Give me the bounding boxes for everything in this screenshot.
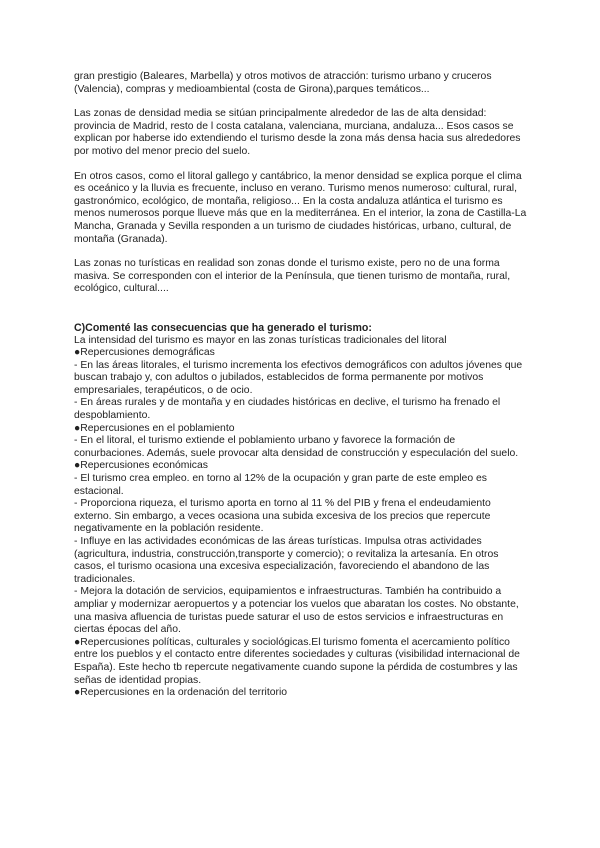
- section-line: La intensidad del turismo es mayor en las zonas turísticas tradicionales del litoral: [74, 334, 447, 346]
- section-line: - Proporciona riqueza, el turismo aporta en torno al 11 % del PIB y frena el endeudamiento externo. Sin embargo, a veces ocasiona una subida excesiva de los precios que repercute negativamente en la población residente.: [74, 498, 491, 535]
- section-heading: C)Comenté las consecuencias que ha generado el turismo:: [74, 321, 372, 334]
- paragraph-medium-density: Las zonas de densidad media se sitúan principalmente alrededor de las de alta densidad: provincia de Madrid, resto de l costa catalana, valenciana, murciana, andaluza... Esos casos se explican por haberse ido extendiendo el turismo desde la zona más densa hacia sus alrededores por motivo del menor precio del suelo.: [74, 108, 521, 157]
- bullet-settlement: ●Repercusiones en el poblamiento: [74, 422, 235, 434]
- paragraph-intro: gran prestigio (Baleares, Marbella) y otros motivos de atracción: turismo urbano y cruceros (Valencia), compras y medioambiental (costa de Girona),parques temáticos...: [74, 71, 492, 95]
- section-line: - En el litoral, el turismo extiende el poblamiento urbano y favorece la formación de conurbaciones. Además, suele provocar alta densidad de construcción y especulación del suelo.: [74, 435, 519, 459]
- paragraph-other-cases: En otros casos, como el litoral gallego y cantábrico, la menor densidad se explica porque el clima es oceánico y la lluvia es frecuente, incluso en verano. Turismo menos numeroso: cultural, rural, gastronómico, ecológico, de montaña, religioso... En la costa andaluza atlántica el turismo es menos numerosos porque llueve más que en la mediterránea. En el interior, la zona de Castilla-La Mancha, Granada y Sevilla responden a un turismo de ciudades históricas, urbano, cultural, de montaña (Granada).: [74, 170, 527, 245]
- section-line: - El turismo crea empleo. en torno al 12% de la ocupación y gran parte de este empleo es estacional.: [74, 473, 487, 497]
- section-line: - En las áreas litorales, el turismo incrementa los efectivos demográficos con adultos jóvenes que buscan trabajo y, con adultos o jubilados, establecidos de forma permanente por motivos empresariales, terapéuticos, o de ocio.: [74, 359, 523, 396]
- section-line: - Influye en las actividades económicas de las áreas turísticas. Impulsa otras actividades (agricultura, industria, construcción,transporte y comercio); o revitaliza la artesanía. En otros casos, el turismo ocasiona una excesiva especialización, favoreciendo el abandono de las tradicionales.: [74, 536, 499, 585]
- paragraph-non-tourist: Las zonas no turísticas en realidad son zonas donde el turismo existe, pero no de una forma masiva. Se corresponden con el interior de la Península, que tienen turismo de montaña, rural, ecológico, cultural....: [74, 258, 511, 295]
- section-line: - En áreas rurales y de montaña y en ciudades históricas en declive, el turismo ha frenado el despoblamiento.: [74, 397, 501, 422]
- bullet-economic: ●Repercusiones económicas: [74, 460, 208, 472]
- section-line: - Mejora la dotación de servicios, equipamientos e infraestructuras. También ha contribuido a ampliar y modernizar aeropuertos y a potenciar los vuelos que abaratan los costes. No obstante, una masiva afluencia de turistas puede saturar el uso de estos servicios e infraestructuras en ciertas épocas del año.: [74, 586, 519, 636]
- bullet-political-cultural: ●Repercusiones políticas, culturales y sociológicas.El turismo fomenta el acercamiento político entre los pueblos y el contacto entre diferentes sociedades y culturas (visibilidad internacional de España). Este hecho tb repercute negativamente cuando supone la pérdida de costumbres y las señas de identidad propias.: [74, 636, 520, 686]
- bullet-territory: ●Repercusiones en la ordenación del territorio: [74, 687, 288, 699]
- bullet-demographic: ●Repercusiones demográficas: [74, 347, 215, 359]
- section-consequences: [74, 322, 528, 700]
